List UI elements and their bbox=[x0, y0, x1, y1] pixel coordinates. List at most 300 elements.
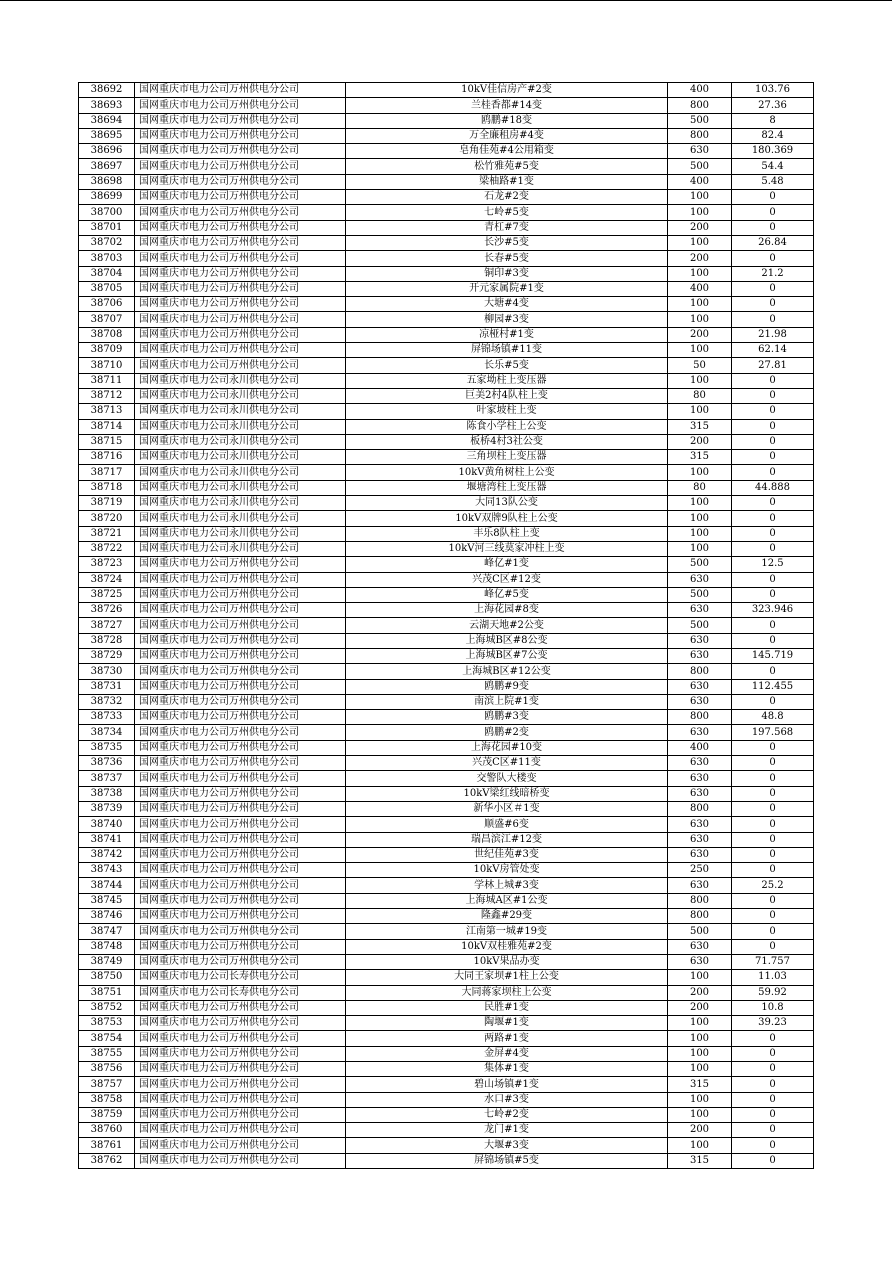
transformer-name-cell: 上海城B区#7公变 bbox=[346, 648, 668, 663]
company-name-cell: 国网重庆市电力公司万州供电分公司 bbox=[135, 878, 346, 893]
capacity-cell: 100 bbox=[668, 1107, 732, 1122]
transformer-name-cell: 云湖天地#2公变 bbox=[346, 618, 668, 633]
table-row bbox=[79, 434, 814, 449]
capacity-cell: 315 bbox=[668, 1077, 732, 1092]
table-row bbox=[79, 710, 814, 725]
table-row bbox=[79, 235, 814, 250]
transformer-name-cell: 铜印#3变 bbox=[346, 266, 668, 281]
capacity-cell: 100 bbox=[668, 297, 732, 312]
row-id-cell: 38702 bbox=[79, 235, 135, 250]
table-row bbox=[79, 648, 814, 663]
capacity-cell: 630 bbox=[668, 679, 732, 694]
table-row bbox=[79, 985, 814, 1000]
capacity-cell: 100 bbox=[668, 205, 732, 220]
capacity-cell: 100 bbox=[668, 312, 732, 327]
row-id-cell: 38715 bbox=[79, 434, 135, 449]
company-name-cell: 国网重庆市电力公司万州供电分公司 bbox=[135, 694, 346, 709]
value-cell: 0 bbox=[732, 863, 814, 878]
row-id-cell: 38726 bbox=[79, 603, 135, 618]
table-row bbox=[79, 496, 814, 511]
capacity-cell: 800 bbox=[668, 909, 732, 924]
transformer-name-cell: 上海花园#10变 bbox=[346, 740, 668, 755]
transformer-name-cell: 巨美2村4队柱上变 bbox=[346, 388, 668, 403]
transformer-name-cell: 开元家属院#1变 bbox=[346, 281, 668, 296]
value-cell: 0 bbox=[732, 572, 814, 587]
value-cell: 0 bbox=[732, 281, 814, 296]
company-name-cell: 国网重庆市电力公司万州供电分公司 bbox=[135, 832, 346, 847]
value-cell: 0 bbox=[732, 893, 814, 908]
row-id-cell: 38728 bbox=[79, 633, 135, 648]
value-cell: 0 bbox=[732, 756, 814, 771]
company-name-cell: 国网重庆市电力公司万州供电分公司 bbox=[135, 618, 346, 633]
row-id-cell: 38755 bbox=[79, 1046, 135, 1061]
transformer-name-cell: 兴茂C区#11变 bbox=[346, 756, 668, 771]
table-row bbox=[79, 909, 814, 924]
transformer-name-cell: 陈食小学柱上公变 bbox=[346, 419, 668, 434]
transformer-name-cell: 上海城A区#1公变 bbox=[346, 893, 668, 908]
row-id-cell: 38753 bbox=[79, 1016, 135, 1031]
capacity-cell: 800 bbox=[668, 710, 732, 725]
capacity-cell: 630 bbox=[668, 144, 732, 159]
table-row bbox=[79, 740, 814, 755]
transformer-name-cell: 集体#1变 bbox=[346, 1062, 668, 1077]
value-cell: 0 bbox=[732, 771, 814, 786]
capacity-cell: 100 bbox=[668, 526, 732, 541]
row-id-cell: 38718 bbox=[79, 480, 135, 495]
company-name-cell: 国网重庆市电力公司万州供电分公司 bbox=[135, 220, 346, 235]
value-cell: 54.4 bbox=[732, 159, 814, 174]
capacity-cell: 100 bbox=[668, 1062, 732, 1077]
value-cell: 5.48 bbox=[732, 174, 814, 189]
table-row bbox=[79, 1107, 814, 1122]
table-row bbox=[79, 694, 814, 709]
value-cell: 59.92 bbox=[732, 985, 814, 1000]
value-cell: 39.23 bbox=[732, 1016, 814, 1031]
company-name-cell: 国网重庆市电力公司永川供电分公司 bbox=[135, 465, 346, 480]
value-cell: 44.888 bbox=[732, 480, 814, 495]
transformer-name-cell: 瑞昌滨江#12变 bbox=[346, 832, 668, 847]
capacity-cell: 200 bbox=[668, 1000, 732, 1015]
transformer-name-cell: 万全廉租房#4变 bbox=[346, 128, 668, 143]
capacity-cell: 315 bbox=[668, 1153, 732, 1168]
company-name-cell: 国网重庆市电力公司万州供电分公司 bbox=[135, 939, 346, 954]
transformer-name-cell: 三角坝柱上变压器 bbox=[346, 450, 668, 465]
transformer-name-cell: 10kV双牌9队柱上公变 bbox=[346, 511, 668, 526]
company-name-cell: 国网重庆市电力公司万州供电分公司 bbox=[135, 251, 346, 266]
transformer-name-cell: 新华小区＃1变 bbox=[346, 801, 668, 816]
transformer-name-cell: 10kV梁红线暗桥变 bbox=[346, 786, 668, 801]
table-row bbox=[79, 511, 814, 526]
table-row bbox=[79, 220, 814, 235]
value-cell: 0 bbox=[732, 832, 814, 847]
row-id-cell: 38750 bbox=[79, 970, 135, 985]
row-id-cell: 38707 bbox=[79, 312, 135, 327]
company-name-cell: 国网重庆市电力公司万州供电分公司 bbox=[135, 909, 346, 924]
company-name-cell: 国网重庆市电力公司万州供电分公司 bbox=[135, 710, 346, 725]
capacity-cell: 630 bbox=[668, 832, 732, 847]
table-row bbox=[79, 801, 814, 816]
table-row bbox=[79, 266, 814, 281]
capacity-cell: 800 bbox=[668, 98, 732, 113]
value-cell: 0 bbox=[732, 633, 814, 648]
company-name-cell: 国网重庆市电力公司万州供电分公司 bbox=[135, 205, 346, 220]
company-name-cell: 国网重庆市电力公司万州供电分公司 bbox=[135, 266, 346, 281]
row-id-cell: 38697 bbox=[79, 159, 135, 174]
row-id-cell: 38698 bbox=[79, 174, 135, 189]
table-row bbox=[79, 98, 814, 113]
value-cell: 0 bbox=[732, 511, 814, 526]
value-cell: 0 bbox=[732, 1077, 814, 1092]
value-cell: 0 bbox=[732, 909, 814, 924]
table-row bbox=[79, 1138, 814, 1153]
value-cell: 0 bbox=[732, 939, 814, 954]
value-cell: 180.369 bbox=[732, 144, 814, 159]
transformer-name-cell: 松竹雅苑#5变 bbox=[346, 159, 668, 174]
company-name-cell: 国网重庆市电力公司万州供电分公司 bbox=[135, 83, 346, 98]
transformer-name-cell: 民胜#1变 bbox=[346, 1000, 668, 1015]
row-id-cell: 38714 bbox=[79, 419, 135, 434]
value-cell: 0 bbox=[732, 664, 814, 679]
transformer-name-cell: 峰亿#5变 bbox=[346, 587, 668, 602]
capacity-cell: 100 bbox=[668, 511, 732, 526]
row-id-cell: 38736 bbox=[79, 756, 135, 771]
transformer-name-cell: 兰桂香都#14变 bbox=[346, 98, 668, 113]
transformer-name-cell: 鸥鹏#3变 bbox=[346, 710, 668, 725]
row-id-cell: 38761 bbox=[79, 1138, 135, 1153]
value-cell: 0 bbox=[732, 541, 814, 556]
company-name-cell: 国网重庆市电力公司万州供电分公司 bbox=[135, 190, 346, 205]
row-id-cell: 38743 bbox=[79, 863, 135, 878]
value-cell: 27.81 bbox=[732, 358, 814, 373]
value-cell: 0 bbox=[732, 847, 814, 862]
capacity-cell: 100 bbox=[668, 190, 732, 205]
transformer-name-cell: 10kV佳信房产#2变 bbox=[346, 83, 668, 98]
transformer-name-cell: 鸥鹏#9变 bbox=[346, 679, 668, 694]
table-row bbox=[79, 144, 814, 159]
capacity-cell: 100 bbox=[668, 235, 732, 250]
company-name-cell: 国网重庆市电力公司万州供电分公司 bbox=[135, 128, 346, 143]
value-cell: 0 bbox=[732, 817, 814, 832]
company-name-cell: 国网重庆市电力公司万州供电分公司 bbox=[135, 1031, 346, 1046]
table-row bbox=[79, 159, 814, 174]
capacity-cell: 500 bbox=[668, 924, 732, 939]
row-id-cell: 38730 bbox=[79, 664, 135, 679]
company-name-cell: 国网重庆市电力公司万州供电分公司 bbox=[135, 159, 346, 174]
company-name-cell: 国网重庆市电力公司万州供电分公司 bbox=[135, 1092, 346, 1107]
value-cell: 0 bbox=[732, 1031, 814, 1046]
company-name-cell: 国网重庆市电力公司永川供电分公司 bbox=[135, 388, 346, 403]
company-name-cell: 国网重庆市电力公司万州供电分公司 bbox=[135, 144, 346, 159]
capacity-cell: 400 bbox=[668, 281, 732, 296]
table-row bbox=[79, 1046, 814, 1061]
transformer-name-cell: 峰亿#1变 bbox=[346, 557, 668, 572]
company-name-cell: 国网重庆市电力公司永川供电分公司 bbox=[135, 419, 346, 434]
company-name-cell: 国网重庆市电力公司万州供电分公司 bbox=[135, 740, 346, 755]
value-cell: 145.719 bbox=[732, 648, 814, 663]
table-row bbox=[79, 251, 814, 266]
row-id-cell: 38757 bbox=[79, 1077, 135, 1092]
capacity-cell: 200 bbox=[668, 327, 732, 342]
transformer-name-cell: 鸥鹏#18变 bbox=[346, 113, 668, 128]
capacity-cell: 630 bbox=[668, 954, 732, 969]
value-cell: 0 bbox=[732, 465, 814, 480]
row-id-cell: 38699 bbox=[79, 190, 135, 205]
capacity-cell: 100 bbox=[668, 541, 732, 556]
company-name-cell: 国网重庆市电力公司万州供电分公司 bbox=[135, 1153, 346, 1168]
table-row bbox=[79, 465, 814, 480]
row-id-cell: 38739 bbox=[79, 801, 135, 816]
row-id-cell: 38692 bbox=[79, 83, 135, 98]
transformer-name-cell: 交警队大楼变 bbox=[346, 771, 668, 786]
value-cell: 48.8 bbox=[732, 710, 814, 725]
row-id-cell: 38742 bbox=[79, 847, 135, 862]
company-name-cell: 国网重庆市电力公司万州供电分公司 bbox=[135, 847, 346, 862]
row-id-cell: 38696 bbox=[79, 144, 135, 159]
capacity-cell: 100 bbox=[668, 1031, 732, 1046]
company-name-cell: 国网重庆市电力公司万州供电分公司 bbox=[135, 297, 346, 312]
value-cell: 82.4 bbox=[732, 128, 814, 143]
capacity-cell: 800 bbox=[668, 801, 732, 816]
company-name-cell: 国网重庆市电力公司万州供电分公司 bbox=[135, 1016, 346, 1031]
table-row bbox=[79, 603, 814, 618]
company-name-cell: 国网重庆市电力公司万州供电分公司 bbox=[135, 603, 346, 618]
table-row bbox=[79, 924, 814, 939]
transformer-name-cell: 10kV房管处变 bbox=[346, 863, 668, 878]
capacity-cell: 800 bbox=[668, 664, 732, 679]
row-id-cell: 38749 bbox=[79, 954, 135, 969]
capacity-cell: 100 bbox=[668, 465, 732, 480]
value-cell: 112.455 bbox=[732, 679, 814, 694]
transformer-name-cell: 凉桠村#1变 bbox=[346, 327, 668, 342]
value-cell: 0 bbox=[732, 205, 814, 220]
value-cell: 0 bbox=[732, 924, 814, 939]
capacity-cell: 100 bbox=[668, 496, 732, 511]
transformer-name-cell: 屏锦场镇#5变 bbox=[346, 1153, 668, 1168]
transformer-name-cell: 隆鑫#29变 bbox=[346, 909, 668, 924]
row-id-cell: 38754 bbox=[79, 1031, 135, 1046]
table-row bbox=[79, 526, 814, 541]
table-row bbox=[79, 1031, 814, 1046]
row-id-cell: 38724 bbox=[79, 572, 135, 587]
capacity-cell: 630 bbox=[668, 633, 732, 648]
company-name-cell: 国网重庆市电力公司万州供电分公司 bbox=[135, 113, 346, 128]
company-name-cell: 国网重庆市电力公司万州供电分公司 bbox=[135, 1062, 346, 1077]
transformer-name-cell: 江南第一城#19变 bbox=[346, 924, 668, 939]
row-id-cell: 38747 bbox=[79, 924, 135, 939]
row-id-cell: 38752 bbox=[79, 1000, 135, 1015]
transformer-name-cell: 上海城B区#12公变 bbox=[346, 664, 668, 679]
row-id-cell: 38762 bbox=[79, 1153, 135, 1168]
value-cell: 21.2 bbox=[732, 266, 814, 281]
transformer-name-cell: 龙门#1变 bbox=[346, 1123, 668, 1138]
company-name-cell: 国网重庆市电力公司万州供电分公司 bbox=[135, 756, 346, 771]
table-row bbox=[79, 1016, 814, 1031]
company-name-cell: 国网重庆市电力公司长寿供电分公司 bbox=[135, 985, 346, 1000]
company-name-cell: 国网重庆市电力公司永川供电分公司 bbox=[135, 526, 346, 541]
row-id-cell: 38727 bbox=[79, 618, 135, 633]
capacity-cell: 250 bbox=[668, 863, 732, 878]
transformer-name-cell: 长沙#5变 bbox=[346, 235, 668, 250]
company-name-cell: 国网重庆市电力公司万州供电分公司 bbox=[135, 771, 346, 786]
company-name-cell: 国网重庆市电力公司万州供电分公司 bbox=[135, 679, 346, 694]
table-row bbox=[79, 297, 814, 312]
capacity-cell: 630 bbox=[668, 939, 732, 954]
capacity-cell: 630 bbox=[668, 725, 732, 740]
company-name-cell: 国网重庆市电力公司永川供电分公司 bbox=[135, 434, 346, 449]
capacity-cell: 315 bbox=[668, 450, 732, 465]
table-row bbox=[79, 725, 814, 740]
value-cell: 0 bbox=[732, 1107, 814, 1122]
capacity-cell: 500 bbox=[668, 587, 732, 602]
company-name-cell: 国网重庆市电力公司永川供电分公司 bbox=[135, 541, 346, 556]
row-id-cell: 38708 bbox=[79, 327, 135, 342]
capacity-cell: 315 bbox=[668, 419, 732, 434]
table-row bbox=[79, 1000, 814, 1015]
company-name-cell: 国网重庆市电力公司万州供电分公司 bbox=[135, 648, 346, 663]
transformer-name-cell: 上海城B区#8公变 bbox=[346, 633, 668, 648]
value-cell: 21.98 bbox=[732, 327, 814, 342]
table-row bbox=[79, 847, 814, 862]
value-cell: 0 bbox=[732, 220, 814, 235]
table-row bbox=[79, 541, 814, 556]
table-row bbox=[79, 1062, 814, 1077]
table-row bbox=[79, 633, 814, 648]
transformer-name-cell: 堰塘湾柱上变压器 bbox=[346, 480, 668, 495]
value-cell: 27.36 bbox=[732, 98, 814, 113]
capacity-cell: 630 bbox=[668, 756, 732, 771]
value-cell: 26.84 bbox=[732, 235, 814, 250]
page-top-rule bbox=[0, 0, 892, 1]
table-row bbox=[79, 419, 814, 434]
value-cell: 0 bbox=[732, 312, 814, 327]
table-row bbox=[79, 786, 814, 801]
row-id-cell: 38703 bbox=[79, 251, 135, 266]
row-id-cell: 38744 bbox=[79, 878, 135, 893]
capacity-cell: 50 bbox=[668, 358, 732, 373]
value-cell: 0 bbox=[732, 496, 814, 511]
capacity-cell: 100 bbox=[668, 373, 732, 388]
capacity-cell: 630 bbox=[668, 847, 732, 862]
company-name-cell: 国网重庆市电力公司万州供电分公司 bbox=[135, 1107, 346, 1122]
row-id-cell: 38737 bbox=[79, 771, 135, 786]
transformer-table bbox=[78, 82, 814, 1169]
row-id-cell: 38748 bbox=[79, 939, 135, 954]
transformer-name-cell: 金屏#4变 bbox=[346, 1046, 668, 1061]
row-id-cell: 38720 bbox=[79, 511, 135, 526]
capacity-cell: 200 bbox=[668, 220, 732, 235]
table-row bbox=[79, 404, 814, 419]
transformer-name-cell: 板桥4村3社公变 bbox=[346, 434, 668, 449]
row-id-cell: 38725 bbox=[79, 587, 135, 602]
company-name-cell: 国网重庆市电力公司万州供电分公司 bbox=[135, 327, 346, 342]
table-row bbox=[79, 618, 814, 633]
value-cell: 0 bbox=[732, 1046, 814, 1061]
company-name-cell: 国网重庆市电力公司万州供电分公司 bbox=[135, 235, 346, 250]
capacity-cell: 100 bbox=[668, 1046, 732, 1061]
company-name-cell: 国网重庆市电力公司万州供电分公司 bbox=[135, 557, 346, 572]
capacity-cell: 100 bbox=[668, 404, 732, 419]
row-id-cell: 38695 bbox=[79, 128, 135, 143]
company-name-cell: 国网重庆市电力公司万州供电分公司 bbox=[135, 786, 346, 801]
row-id-cell: 38733 bbox=[79, 710, 135, 725]
company-name-cell: 国网重庆市电力公司永川供电分公司 bbox=[135, 404, 346, 419]
capacity-cell: 500 bbox=[668, 159, 732, 174]
capacity-cell: 630 bbox=[668, 572, 732, 587]
row-id-cell: 38741 bbox=[79, 832, 135, 847]
company-name-cell: 国网重庆市电力公司万州供电分公司 bbox=[135, 664, 346, 679]
table-row bbox=[79, 1153, 814, 1168]
transformer-name-cell: 10kV黄角树柱上公变 bbox=[346, 465, 668, 480]
company-name-cell: 国网重庆市电力公司长寿供电分公司 bbox=[135, 970, 346, 985]
transformer-name-cell: 七岭#2变 bbox=[346, 1107, 668, 1122]
transformer-name-cell: 水口#3变 bbox=[346, 1092, 668, 1107]
transformer-name-cell: 石龙#2变 bbox=[346, 190, 668, 205]
value-cell: 0 bbox=[732, 434, 814, 449]
row-id-cell: 38712 bbox=[79, 388, 135, 403]
transformer-name-cell: 柳园#3变 bbox=[346, 312, 668, 327]
row-id-cell: 38722 bbox=[79, 541, 135, 556]
table-row bbox=[79, 327, 814, 342]
value-cell: 0 bbox=[732, 373, 814, 388]
transformer-name-cell: 七岭#5变 bbox=[346, 205, 668, 220]
capacity-cell: 100 bbox=[668, 970, 732, 985]
table-row bbox=[79, 1092, 814, 1107]
value-cell: 25.2 bbox=[732, 878, 814, 893]
capacity-cell: 200 bbox=[668, 1123, 732, 1138]
value-cell: 0 bbox=[732, 190, 814, 205]
value-cell: 11.03 bbox=[732, 970, 814, 985]
value-cell: 62.14 bbox=[732, 343, 814, 358]
row-id-cell: 38760 bbox=[79, 1123, 135, 1138]
company-name-cell: 国网重庆市电力公司永川供电分公司 bbox=[135, 450, 346, 465]
table-row bbox=[79, 954, 814, 969]
value-cell: 0 bbox=[732, 740, 814, 755]
company-name-cell: 国网重庆市电力公司万州供电分公司 bbox=[135, 633, 346, 648]
company-name-cell: 国网重庆市电力公司万州供电分公司 bbox=[135, 587, 346, 602]
table-row bbox=[79, 388, 814, 403]
transformer-name-cell: 两路#1变 bbox=[346, 1031, 668, 1046]
row-id-cell: 38745 bbox=[79, 893, 135, 908]
table-row bbox=[79, 205, 814, 220]
transformer-name-cell: 上海花园#8变 bbox=[346, 603, 668, 618]
transformer-name-cell: 鸥鹏#2变 bbox=[346, 725, 668, 740]
company-name-cell: 国网重庆市电力公司万州供电分公司 bbox=[135, 725, 346, 740]
value-cell: 0 bbox=[732, 388, 814, 403]
row-id-cell: 38719 bbox=[79, 496, 135, 511]
table-row bbox=[79, 450, 814, 465]
row-id-cell: 38729 bbox=[79, 648, 135, 663]
transformer-name-cell: 顺盛#6变 bbox=[346, 817, 668, 832]
capacity-cell: 500 bbox=[668, 557, 732, 572]
table-row bbox=[79, 939, 814, 954]
company-name-cell: 国网重庆市电力公司万州供电分公司 bbox=[135, 863, 346, 878]
value-cell: 0 bbox=[732, 404, 814, 419]
transformer-name-cell: 大同王家坝#1柱上公变 bbox=[346, 970, 668, 985]
row-id-cell: 38711 bbox=[79, 373, 135, 388]
row-id-cell: 38735 bbox=[79, 740, 135, 755]
row-id-cell: 38716 bbox=[79, 450, 135, 465]
company-name-cell: 国网重庆市电力公司永川供电分公司 bbox=[135, 480, 346, 495]
company-name-cell: 国网重庆市电力公司万州供电分公司 bbox=[135, 1077, 346, 1092]
row-id-cell: 38758 bbox=[79, 1092, 135, 1107]
company-name-cell: 国网重庆市电力公司万州供电分公司 bbox=[135, 1138, 346, 1153]
table-row bbox=[79, 970, 814, 985]
table-row bbox=[79, 587, 814, 602]
transformer-name-cell: 碧山场镇#1变 bbox=[346, 1077, 668, 1092]
row-id-cell: 38693 bbox=[79, 98, 135, 113]
company-name-cell: 国网重庆市电力公司万州供电分公司 bbox=[135, 893, 346, 908]
capacity-cell: 500 bbox=[668, 113, 732, 128]
